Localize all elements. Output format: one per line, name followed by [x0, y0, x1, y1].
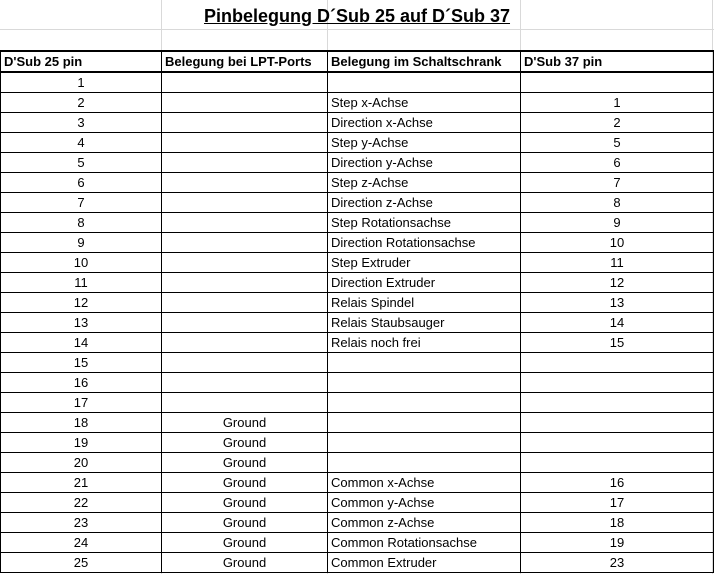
lpt-assignment-cell: Ground	[162, 453, 328, 473]
lpt-assignment-cell	[162, 273, 328, 293]
lpt-assignment-cell: Ground	[162, 553, 328, 573]
cabinet-assignment-cell: Direction z-Achse	[328, 193, 521, 213]
dsub37-pin-cell: 7	[521, 173, 714, 193]
cabinet-assignment-cell: Step x-Achse	[328, 93, 521, 113]
cabinet-assignment-cell: Step Extruder	[328, 253, 521, 273]
dsub37-pin-cell: 10	[521, 233, 714, 253]
dsub25-pin-cell: 14	[1, 333, 162, 353]
header-row	[1, 51, 714, 72]
table-row	[1, 453, 714, 473]
table-row	[1, 93, 714, 113]
cabinet-assignment-cell	[328, 72, 521, 93]
table-row	[1, 133, 714, 153]
lpt-assignment-cell: Ground	[162, 493, 328, 513]
dsub37-pin-cell	[521, 353, 714, 373]
lpt-assignment-cell	[162, 233, 328, 253]
dsub25-pin-cell: 15	[1, 353, 162, 373]
cabinet-assignment-cell: Direction Rotationsachse	[328, 233, 521, 253]
lpt-assignment-cell	[162, 133, 328, 153]
dsub25-pin-cell: 1	[1, 72, 162, 93]
cabinet-assignment-cell: Step Rotationsachse	[328, 213, 521, 233]
table-row	[1, 553, 714, 573]
dsub25-pin-cell: 25	[1, 553, 162, 573]
dsub37-pin-cell: 23	[521, 553, 714, 573]
dsub37-pin-cell: 11	[521, 253, 714, 273]
dsub25-pin-cell: 8	[1, 213, 162, 233]
dsub25-pin-cell: 11	[1, 273, 162, 293]
sheet-title: Pinbelegung D´Sub 25 auf D´Sub 37	[203, 6, 511, 26]
dsub37-pin-cell: 9	[521, 213, 714, 233]
lpt-assignment-cell: Ground	[162, 473, 328, 493]
lpt-assignment-cell	[162, 153, 328, 173]
dsub25-pin-cell: 17	[1, 393, 162, 413]
dsub37-pin-cell: 16	[521, 473, 714, 493]
dsub37-pin-cell: 19	[521, 533, 714, 553]
table-row	[1, 533, 714, 553]
header-dsub37-pin: D'Sub 37 pin	[521, 51, 714, 72]
cabinet-assignment-cell	[328, 353, 521, 373]
lpt-assignment-cell: Ground	[162, 413, 328, 433]
dsub37-pin-cell: 13	[521, 293, 714, 313]
dsub25-pin-cell: 12	[1, 293, 162, 313]
cabinet-assignment-cell	[328, 453, 521, 473]
table-row	[1, 293, 714, 313]
dsub25-pin-cell: 9	[1, 233, 162, 253]
dsub25-pin-cell: 18	[1, 413, 162, 433]
lpt-assignment-cell	[162, 353, 328, 373]
cabinet-assignment-cell: Step y-Achse	[328, 133, 521, 153]
table-row	[1, 273, 714, 293]
dsub37-pin-cell: 15	[521, 333, 714, 353]
lpt-assignment-cell: Ground	[162, 433, 328, 453]
dsub25-pin-cell: 4	[1, 133, 162, 153]
lpt-assignment-cell: Ground	[162, 533, 328, 553]
table-row	[1, 213, 714, 233]
cabinet-assignment-cell: Common z-Achse	[328, 513, 521, 533]
dsub25-pin-cell: 5	[1, 153, 162, 173]
lpt-assignment-cell	[162, 193, 328, 213]
cabinet-assignment-cell: Common x-Achse	[328, 473, 521, 493]
table-row	[1, 473, 714, 493]
cabinet-assignment-cell: Direction y-Achse	[328, 153, 521, 173]
cabinet-assignment-cell	[328, 373, 521, 393]
lpt-assignment-cell	[162, 113, 328, 133]
table-row	[1, 313, 714, 333]
dsub25-pin-cell: 20	[1, 453, 162, 473]
header-lpt-assignment: Belegung bei LPT-Ports	[162, 51, 328, 72]
dsub37-pin-cell: 5	[521, 133, 714, 153]
dsub25-pin-cell: 22	[1, 493, 162, 513]
pin-table	[0, 50, 714, 573]
table-row	[1, 113, 714, 133]
dsub37-pin-cell: 1	[521, 93, 714, 113]
table-row	[1, 493, 714, 513]
dsub37-pin-cell: 8	[521, 193, 714, 213]
dsub25-pin-cell: 6	[1, 173, 162, 193]
lpt-assignment-cell	[162, 333, 328, 353]
dsub25-pin-cell: 13	[1, 313, 162, 333]
table-row	[1, 513, 714, 533]
cabinet-assignment-cell: Direction Extruder	[328, 273, 521, 293]
cabinet-assignment-cell: Common Rotationsachse	[328, 533, 521, 553]
cabinet-assignment-cell	[328, 433, 521, 453]
dsub37-pin-cell	[521, 373, 714, 393]
dsub37-pin-cell	[521, 72, 714, 93]
table-row	[1, 72, 714, 93]
dsub25-pin-cell: 16	[1, 373, 162, 393]
cabinet-assignment-cell	[328, 413, 521, 433]
dsub37-pin-cell: 6	[521, 153, 714, 173]
lpt-assignment-cell	[162, 313, 328, 333]
dsub25-pin-cell: 7	[1, 193, 162, 213]
table-row	[1, 253, 714, 273]
cabinet-assignment-cell: Common Extruder	[328, 553, 521, 573]
table-row	[1, 353, 714, 373]
dsub25-pin-cell: 10	[1, 253, 162, 273]
lpt-assignment-cell	[162, 72, 328, 93]
cabinet-assignment-cell	[328, 393, 521, 413]
table-row	[1, 193, 714, 213]
table-row	[1, 393, 714, 413]
cabinet-assignment-cell: Direction x-Achse	[328, 113, 521, 133]
dsub25-pin-cell: 23	[1, 513, 162, 533]
cabinet-assignment-cell: Step z-Achse	[328, 173, 521, 193]
lpt-assignment-cell	[162, 213, 328, 233]
table-row	[1, 333, 714, 353]
table-row	[1, 153, 714, 173]
table-row	[1, 233, 714, 253]
dsub37-pin-cell	[521, 393, 714, 413]
dsub37-pin-cell	[521, 433, 714, 453]
dsub25-pin-cell: 2	[1, 93, 162, 113]
lpt-assignment-cell	[162, 253, 328, 273]
dsub37-pin-cell	[521, 413, 714, 433]
dsub37-pin-cell: 14	[521, 313, 714, 333]
header-dsub25-pin: D'Sub 25 pin	[1, 51, 162, 72]
lpt-assignment-cell	[162, 173, 328, 193]
dsub25-pin-cell: 3	[1, 113, 162, 133]
table-row	[1, 173, 714, 193]
cabinet-assignment-cell: Relais Staubsauger	[328, 313, 521, 333]
dsub25-pin-cell: 21	[1, 473, 162, 493]
dsub37-pin-cell: 18	[521, 513, 714, 533]
dsub37-pin-cell: 17	[521, 493, 714, 513]
table-row	[1, 413, 714, 433]
dsub37-pin-cell	[521, 453, 714, 473]
dsub25-pin-cell: 19	[1, 433, 162, 453]
table-row	[1, 433, 714, 453]
cabinet-assignment-cell: Relais Spindel	[328, 293, 521, 313]
dsub37-pin-cell: 12	[521, 273, 714, 293]
lpt-assignment-cell: Ground	[162, 513, 328, 533]
lpt-assignment-cell	[162, 93, 328, 113]
table-row	[1, 373, 714, 393]
lpt-assignment-cell	[162, 293, 328, 313]
lpt-assignment-cell	[162, 393, 328, 413]
dsub25-pin-cell: 24	[1, 533, 162, 553]
lpt-assignment-cell	[162, 373, 328, 393]
cabinet-assignment-cell: Common y-Achse	[328, 493, 521, 513]
cabinet-assignment-cell: Relais noch frei	[328, 333, 521, 353]
dsub37-pin-cell: 2	[521, 113, 714, 133]
header-cabinet-assignment: Belegung im Schaltschrank	[328, 51, 521, 72]
